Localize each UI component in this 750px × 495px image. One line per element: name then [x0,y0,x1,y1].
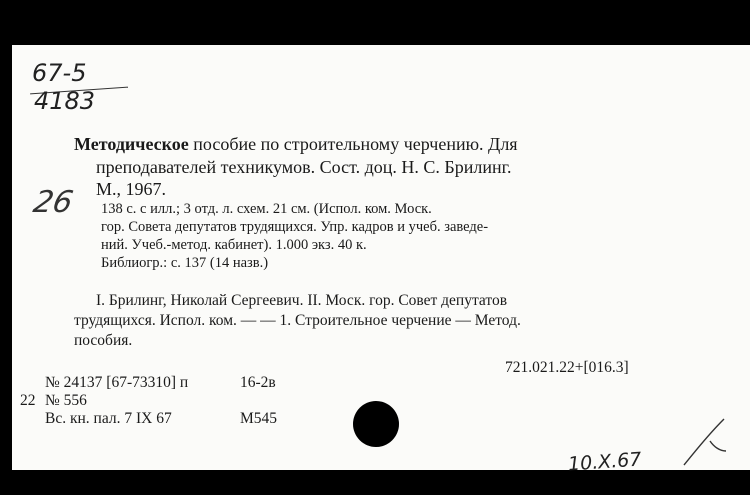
card-number: № 556 [45,392,87,409]
handwritten-scribble [680,417,730,469]
title-heading-word: Методическое [74,134,189,154]
record-number-line: № 24137 [67-73310] п [45,374,189,391]
description-line-4: Библиогр.: с. 137 (14 назв.) [101,255,269,271]
tracing-line-2: трудящихся. Испол. ком. — — 1. Строительное черчение — Метод. [74,312,521,329]
description-line-2: гор. Совета депутатов трудящихся. Упр. кадров и учеб. заведе- [101,219,489,235]
chamber-code: М545 [240,410,278,427]
description-line-1: 138 с. с илл.; 3 отд. л. схем. 21 см. (Испол. ком. Моск. [101,201,432,217]
card-prefix: 22 [20,392,36,409]
udc-classification: 721.021.22+[016.3] [505,359,629,376]
punch-hole [353,401,399,447]
title-line-1-rest: пособие по строительному черчению. Для [188,134,518,154]
handwritten-margin-mark: 26 [30,185,76,220]
chamber-line: Вс. кн. пал. 7 IX 67 [45,410,172,427]
title-line-1 [74,133,518,155]
title-line-3: М., 1967. [96,179,167,199]
tracing-line-1: I. Брилинг, Николай Сергеевич. II. Моск. гор. Совет депутатов [96,292,508,309]
handwritten-bottom-note: 10.X.67 [567,448,643,476]
title-line-2: преподавателей техникумов. Сост. доц. Н. С. Брилинг. [96,157,512,177]
tracing-line-3: пособия. [74,332,133,349]
description-line-3: ний. Учеб.-метод. кабинет). 1.000 экз. 40 к. [101,237,367,253]
handwritten-top-code: 67-5 [32,59,87,87]
handwritten-bottom-code: 4183 [34,87,96,115]
record-number-code: 16-2в [240,374,276,391]
